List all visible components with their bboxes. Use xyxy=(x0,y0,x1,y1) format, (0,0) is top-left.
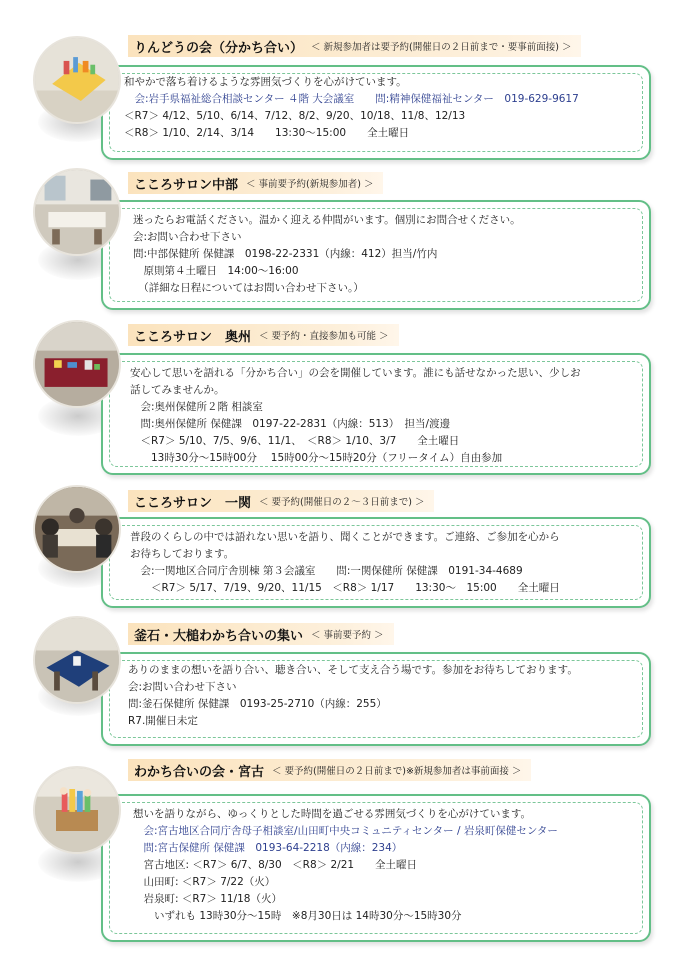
section-header xyxy=(128,35,581,57)
body-line: 原則第４土曜日 14:00～16:00 xyxy=(133,265,299,277)
body-line: 和やかで落ち着けるような雰囲気づくりを心がけています。 xyxy=(124,76,407,88)
body-line: 問:釜石保健所 保健課 0193-25-2710（内線：255） xyxy=(128,698,387,710)
body-line: ＜R7＞ 5/17、7/19、9/20、11/15 ＜R8＞ 1/17 13:30～ 15:00 全土曜日 xyxy=(130,582,560,594)
rindou-photo xyxy=(33,36,121,124)
section-note: ＜ 新規参加者は要予約(開催日の２日前まで・要事前面接) ＞ xyxy=(311,42,572,53)
section-note: ＜ 事前要予約 ＞ xyxy=(311,630,384,641)
section-title: わかち合いの会・宮古 xyxy=(134,764,265,780)
body-line: 安心して思いを語れる「分かち合い」の会を開催しています。誰にも話せなかった思い、少しお xyxy=(130,367,581,379)
body-line: 普段のくらしの中では語れない思いを語り、聞くことができます。ご連絡、ご参加を心から xyxy=(130,531,560,543)
section-title: こころサロン 一関 xyxy=(134,495,252,511)
body-line: 問:中部保健所 保健課 0198-22-2331（内線：412）担当/竹内 xyxy=(133,248,438,260)
section-note: ＜ 要予約(開催日の２～３日前まで) ＞ xyxy=(259,497,425,508)
chubu-photo xyxy=(33,168,121,256)
section-note: ＜ 要予約(開催日の２日前まで)※新規参加者は事前面接 ＞ xyxy=(272,766,522,777)
section-header xyxy=(128,172,383,194)
body-line: 会:お問い合わせ下さい xyxy=(128,681,237,693)
section-body xyxy=(130,529,560,597)
section-note: ＜ 事前要予約(新規参加者) ＞ xyxy=(246,179,374,190)
ichinoseki-photo xyxy=(33,485,121,573)
section-title: こころサロン中部 xyxy=(134,177,239,193)
body-line: 話してみませんか。 xyxy=(130,384,225,396)
body-line: 宮古地区: ＜R7＞ 6/7、8/30 ＜R8＞ 2/21 全土曜日 xyxy=(133,859,418,871)
body-line: 山田町: ＜R7＞ 7/22（火） xyxy=(133,876,276,888)
body-line: 会:宮古地区合同庁舎母子相談室/山田町中央コミュニティセンター / 岩泉町保健センター xyxy=(133,825,558,837)
body-line: 13時30分～15時00分 15時00分～15時20分（フリータイム）自由参加 xyxy=(130,452,503,464)
body-line: お待ちしております。 xyxy=(130,548,235,560)
body-line: 会:奥州保健所２階 相談室 xyxy=(130,401,263,413)
section-body xyxy=(130,365,581,467)
oshu-photo xyxy=(33,320,121,408)
body-line: 会:岩手県福祉総合相談センター ４階 大会議室 問:精神保健福祉センター 019-629-9617 xyxy=(124,93,579,105)
body-line: ＜R8＞ 1/10、2/14、3/14 13:30～15:00 全土曜日 xyxy=(124,127,410,139)
section-body xyxy=(133,806,558,925)
body-line: 岩泉町: ＜R7＞ 11/18（火） xyxy=(133,893,282,905)
section-body xyxy=(124,74,579,142)
section-note: ＜ 要予約・直接参加も可能 ＞ xyxy=(259,331,389,342)
body-line: 会:お問い合わせ下さい xyxy=(133,231,242,243)
body-line: いずれも 13時30分～15時 ※8月30日は 14時30分～15時30分 xyxy=(133,910,462,922)
body-line: （詳細な日程についてはお問い合わせ下さい。） xyxy=(133,282,364,294)
body-line: R7.開催日未定 xyxy=(128,715,198,727)
section-body xyxy=(133,212,521,297)
section-body xyxy=(128,662,578,730)
body-line: ＜R7＞ 4/12、5/10、6/14、7/12、8/2、9/20、10/18、11/8、12/13 xyxy=(124,110,466,122)
section-header xyxy=(128,759,531,781)
section-header xyxy=(128,623,394,645)
section-header xyxy=(128,490,434,512)
miyako-photo xyxy=(33,766,121,854)
section-title: りんどうの会（分かち合い） xyxy=(134,40,304,56)
section-title: 釜石・大槌わかち合いの集い xyxy=(134,628,304,644)
section-header xyxy=(128,324,399,346)
body-line: 迷ったらお電話ください。温かく迎える仲間がいます。個別にお問合せください。 xyxy=(133,214,521,226)
body-line: 問:宮古保健所 保健課 0193-64-2218（内線：234） xyxy=(133,842,403,854)
body-line: 想いを語りながら、ゆっくりとした時間を過ごせる雰囲気づくりを心がけています。 xyxy=(133,808,532,820)
body-line: 問:奥州保健所 保健課 0197-22-2831（内線：513） 担当/渡邊 xyxy=(130,418,451,430)
body-line: 会:一関地区合同庁舎別棟 第３会議室 問:一関保健所 保健課 0191-34-4689 xyxy=(130,565,523,577)
body-line: ありのままの想いを語り合い、聴き合い、そして支え合う場です。参加をお待ちしております。 xyxy=(128,664,578,676)
section-title: こころサロン 奥州 xyxy=(134,329,252,345)
kamaishi-photo xyxy=(33,616,121,704)
body-line: ＜R7＞ 5/10、7/5、9/6、11/1、 ＜R8＞ 1/10、3/7 全土曜日 xyxy=(130,435,460,447)
